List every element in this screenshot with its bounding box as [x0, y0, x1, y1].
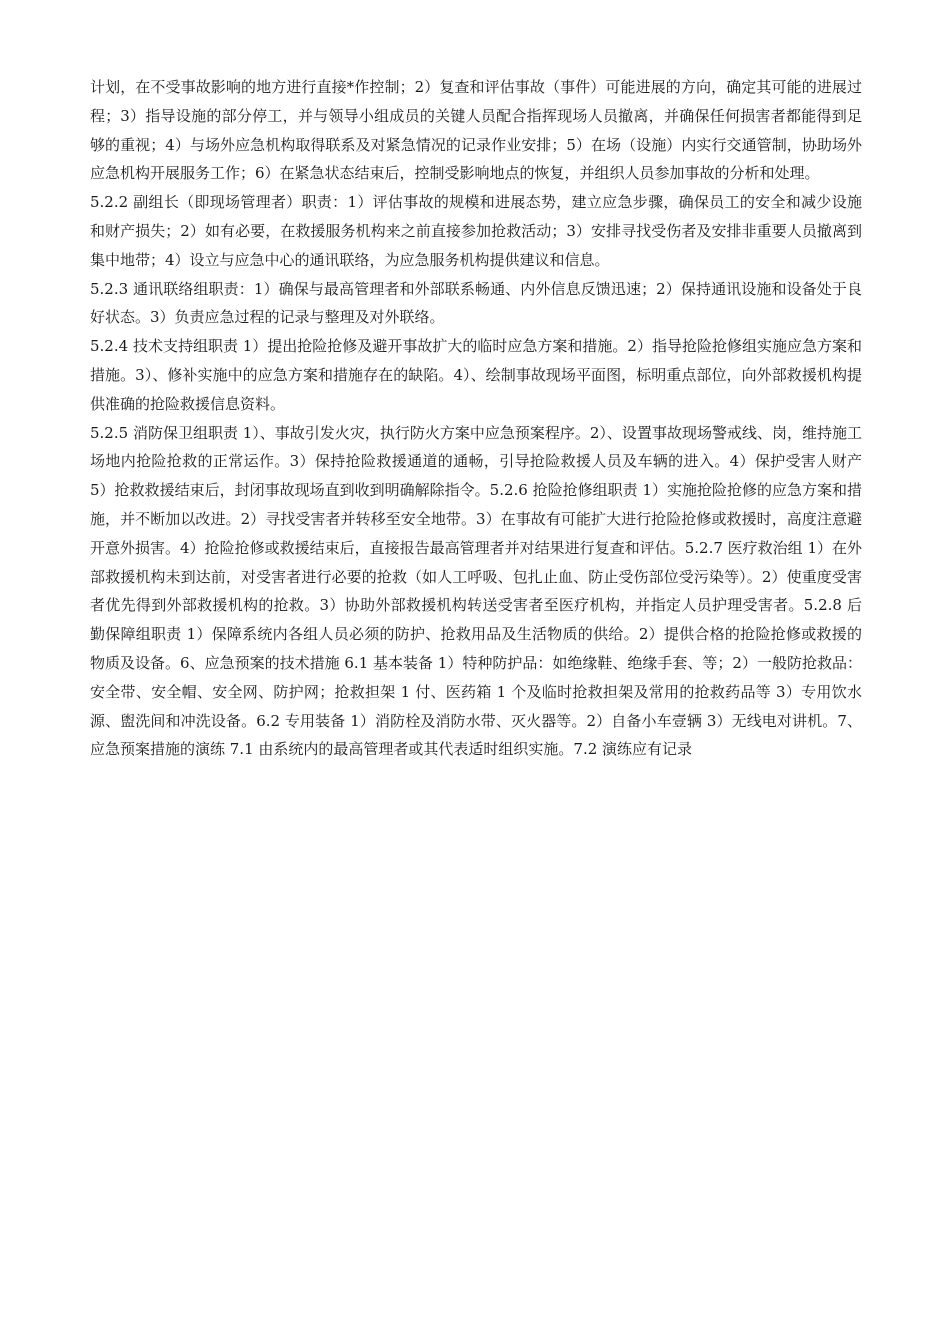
document-body — [90, 73, 862, 764]
paragraph-5-2-4-technical-support: 5.2.4 技术支持组职责 1）提出抢险抢修及避开事故扩大的临时应急方案和措施。2）指导抢险抢修组实施应急方案和措施。3）、修补实施中的应急方案和措施存在的缺陷。4）、绘制事故现场平面图，标明重点部位，向外部救援机构提供准确的抢险救援信息资料。 — [90, 337, 862, 413]
paragraph-5-2-5-fire-security: 5.2.5 消防保卫组职责 1）、事故引发火灾，执行防火方案中应急预案程序。2）、设置事故现场警戒线、岗，维持施工场地内抢险抢救的正常运作。3）保持抢险救援通道的通畅，引导抢险救援人员及车辆的进入。4）保护受害人财产 5）抢救救援结束后，封闭事故现场直到收到明确解除指令。5.2.6 抢险抢修组职责 1）实施抢险抢修的应急方案和措施，并不断加以改进。2）寻找受害者并转移至安全地带。3）在事故有可能扩大进行抢险抢修或救援时，高度注意避开意外损害。4）抢险抢修或救援结束后，直接报告最高管理者并对结果进行复查和评估。5.2.7 医疗救治组 1）在外部救援机构未到达前，对受害者进行必要的抢救（如人工呼吸、包扎止血、防止受伤部位受污染等）。2）使重度受害者优先得到外部救援机构的抢救。3）协助外部救援机构转送受害者至医疗机构，并指定人员护理受害者。5.2.8 后勤保障组职责 1）保障系统内各组人员必须的防护、抢救用品及生活物质的供给。2）提供合格的抢险抢修或救援的物质及设备。6、应急预案的技术措施 6.1 基本装备 1）特种防护品：如绝缘鞋、绝缘手套、等；2）一般防抢救品：安全带、安全帽、安全网、防护网；抢救担架 1 付、医药箱 1 个及临时抢救担架及常用的抢救药品等 3）专用饮水源、盥洗间和冲洗设备。6.2 专用装备 1）消防栓及消防水带、灭火器等。2）自备小车壹辆 3）无线电对讲机。7、应急预案措施的演练 7.1 由系统内的最高管理者或其代表适时组织实施。7.2 演练应有记录 — [90, 423, 862, 759]
paragraph-5-2-3-communication: 5.2.3 通讯联络组职责：1）确保与最高管理者和外部联系畅通、内外信息反馈迅速；2）保持通讯设施和设备处于良好状态。3）负责应急过程的记录与整理及对外联络。 — [90, 279, 862, 327]
paragraph-5-2-2-deputy-leader: 5.2.2 副组长（即现场管理者）职责：1）评估事故的规模和进展态势，建立应急步骤，确保员工的安全和减少设施和财产损失；2）如有必要，在救援服务机构来之前直接参加抢救活动；3）安排寻找受伤者及安排非重要人员撤离到集中地带；4）设立与应急中心的通讯联络，为应急服务机构提供建议和信息。 — [90, 193, 862, 269]
paragraph-plan-continuation: 计划，在不受事故影响的地方进行直接*作控制；2）复查和评估事故（事件）可能进展的方向，确定其可能的进展过程；3）指导设施的部分停工，并与领导小组成员的关键人员配合指挥现场人员撤离，并确保任何损害者都能得到足够的重视；4）与场外应急机构取得联系及对紧急情况的记录作业安排；5）在场（设施）内实行交通管制，协助场外应急机构开展服务工作；6）在紧急状态结束后，控制受影响地点的恢复，并组织人员参加事故的分析和处理。 — [90, 78, 862, 183]
